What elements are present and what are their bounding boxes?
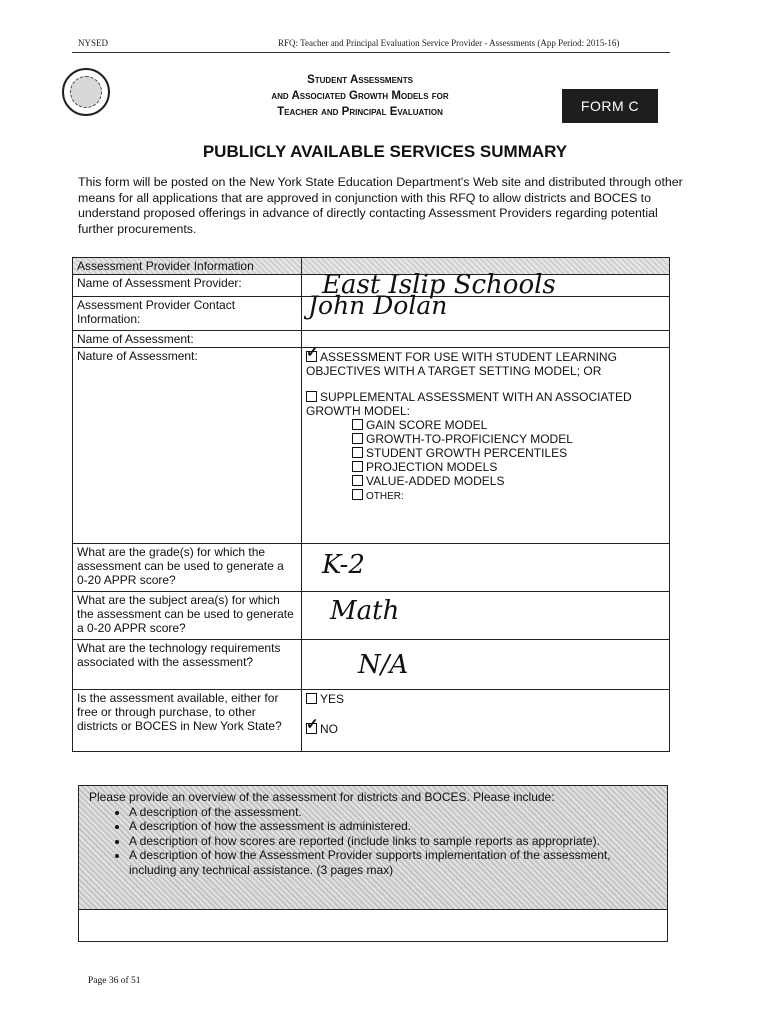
supplemental-option-label: SUPPLEMENTAL ASSESSMENT WITH AN ASSOCIATED GROWTH MODEL: [306,390,632,418]
value-added-checkbox[interactable] [352,475,363,486]
overview-bullet: • A description of how the assessment is administered. [129,819,657,834]
slo-checkbox[interactable] [306,351,317,362]
form-title [200,72,520,120]
contact-label: Assessment Provider Contact Information: [73,297,302,331]
form-title-line-1: Student Assessments [307,74,413,86]
header-left: NYSED [78,38,109,48]
supplemental-checkbox[interactable] [306,391,317,402]
subject-field[interactable]: Math [330,596,400,626]
page-number: Page 36 of 51 [88,976,141,986]
value-added-label: VALUE-ADDED MODELS [366,474,505,488]
student-growth-percentiles-label: STUDENT GROWTH PERCENTILES [366,446,568,460]
provider-name-field[interactable]: East Islip Schools [322,270,556,300]
projection-models-checkbox[interactable] [352,461,363,472]
overview-intro: Please provide an overview of the assessment for districts and BOCES. Please include: [89,790,555,804]
form-title-line-3: Teacher and Principal Evaluation [277,106,443,118]
form-badge: FORM C [562,89,658,123]
provider-info-table [72,257,670,752]
overview-bullet-list [89,805,657,878]
grades-label: What are the grade(s) for which the assessment can be used to generate a 0-20 APPR score? [73,544,302,592]
growth-to-proficiency-label: GROWTH-TO-PROFICIENCY MODEL [366,432,573,446]
header-rule [72,52,670,53]
state-seal-icon [62,68,110,116]
other-model-label: OTHER: [366,491,404,502]
page-title: PUBLICLY AVAILABLE SERVICES SUMMARY [202,142,568,161]
growth-to-proficiency-checkbox[interactable] [352,433,363,444]
subject-label: What are the subject area(s) for which the assessment can be used to generate a 0-20 APPR score? [73,592,302,640]
overview-prompt [78,785,668,910]
availability-label: Is the assessment available, either for free or through purchase, to other districts or BOCES in New York State? [73,690,302,752]
slo-option-label: ASSESSMENT FOR USE WITH STUDENT LEARNING OBJECTIVES WITH A TARGET SETTING MODEL; OR [306,350,617,378]
student-growth-percentiles-checkbox[interactable] [352,447,363,458]
contact-field[interactable]: John Dolan [308,291,448,320]
gain-score-label: GAIN SCORE MODEL [366,418,488,432]
form-title-line-2: and Associated Growth Models for [271,90,449,102]
technology-label: What are the technology requirements associated with the assessment? [73,640,302,690]
assessment-name-label: Name of Assessment: [73,331,302,348]
overview-bullet: • A description of how scores are reported (include links to sample reports as appropriate). [129,834,657,849]
grades-field[interactable]: K-2 [322,550,365,580]
other-model-checkbox[interactable] [352,489,363,500]
intro-paragraph: This form will be posted on the New York State Education Department's Web site and distributed through other means for all applications that are approved in conjunction with this RFQ to allow districts and BOCES to understand proposed offerings in advance of directly contacting Assessment Providers regarding potential further procurements. [78,175,683,236]
projection-models-label: PROJECTION MODELS [366,460,498,474]
no-checkbox[interactable] [306,723,317,734]
overview-bullet: • A description of the assessment. [129,805,657,820]
section-header: Assessment Provider Information [73,258,302,275]
overview-response-field[interactable] [78,910,668,942]
nature-label: Nature of Assessment: [73,348,302,544]
assessment-name-field[interactable] [302,331,670,348]
technology-field[interactable]: N/A [358,650,409,680]
provider-label: Name of Assessment Provider: [73,275,302,297]
overview-bullet: • A description of how the Assessment Provider supports implementation of the assessment, including any technical assistance. (3 pages max) [129,848,657,877]
gain-score-checkbox[interactable] [352,419,363,430]
no-label: NO [320,722,338,736]
header-right: RFQ: Teacher and Principal Evaluation Service Provider - Assessments (App Period: 2015-16) [278,38,620,48]
yes-checkbox[interactable] [306,693,317,704]
yes-label: YES [320,692,345,706]
